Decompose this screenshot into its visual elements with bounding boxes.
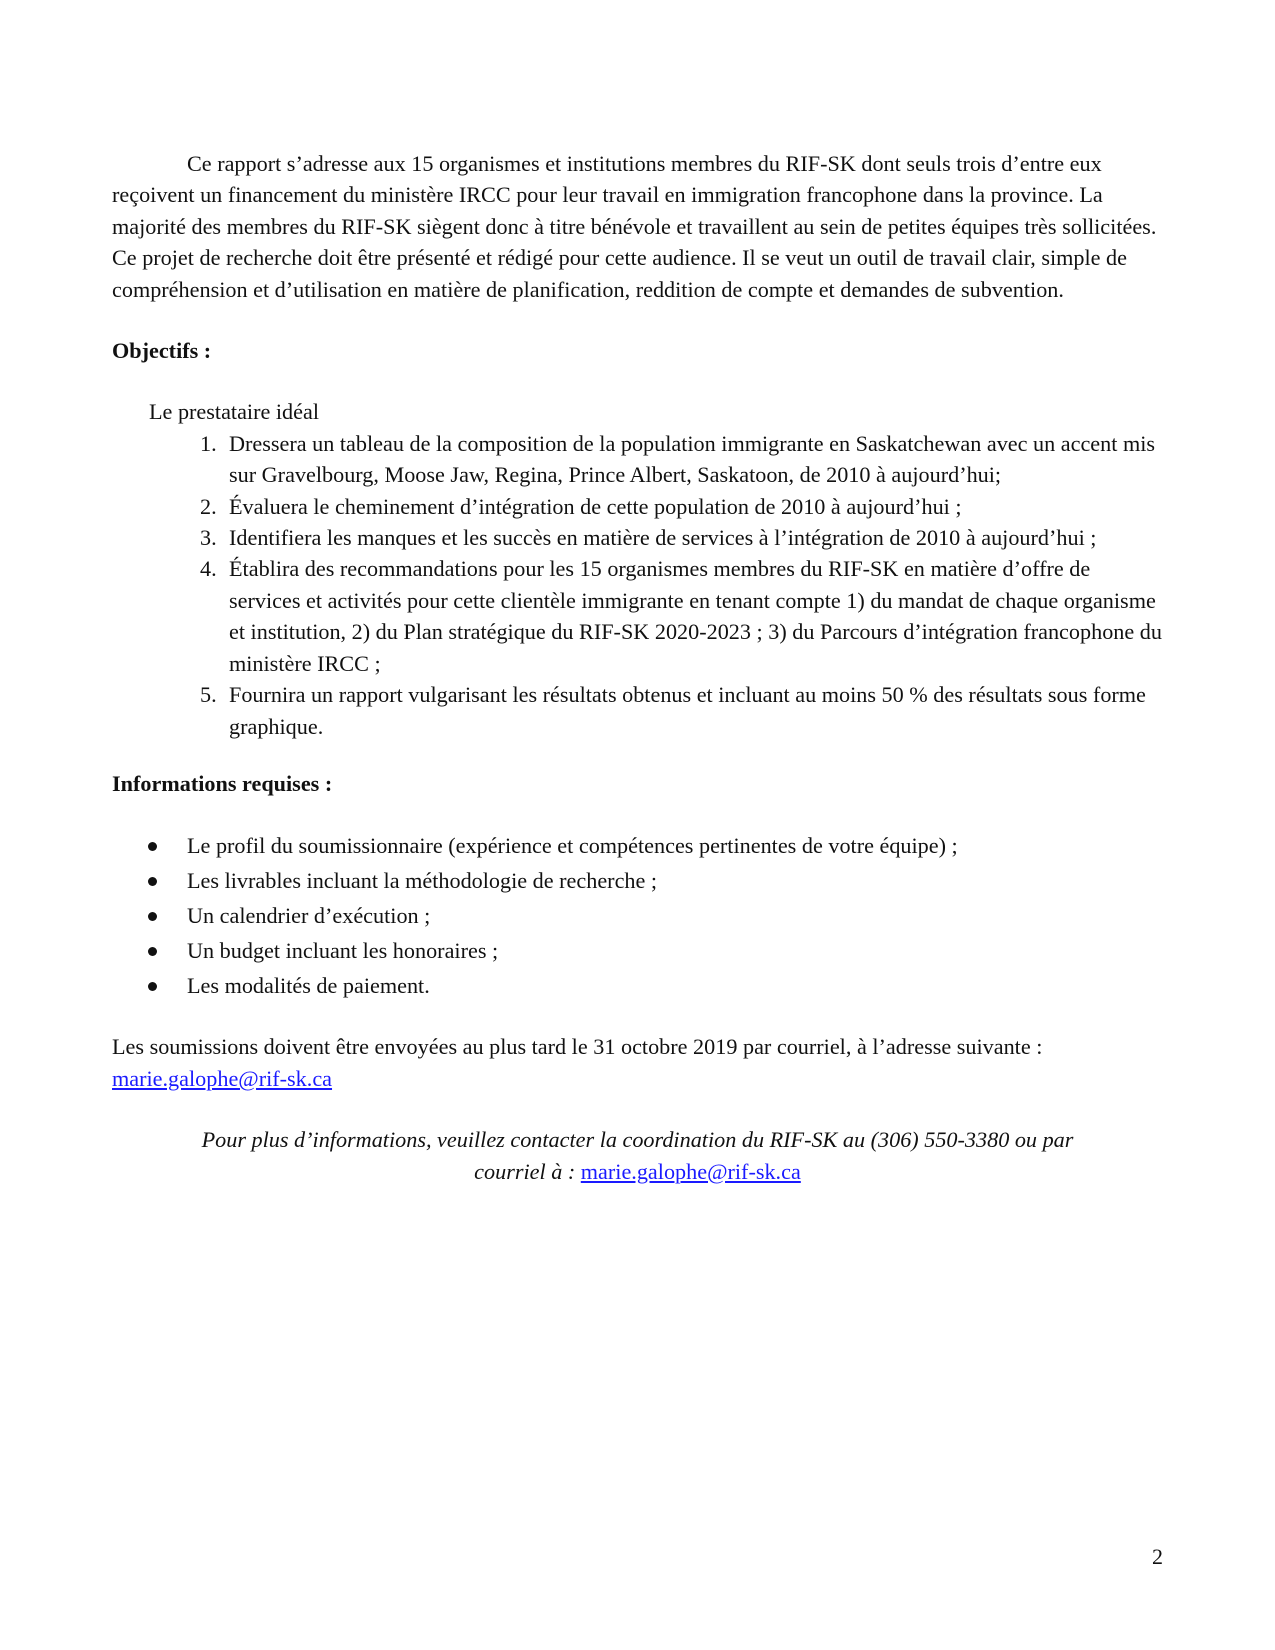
intro-paragraph: Ce rapport s’adresse aux 15 organismes et institutions membres du RIF-SK dont seuls trois d’entre eux reçoivent un financement du ministère IRCC pour leur travail en immigration francophone dans la province. La majorité des membres du RIF-SK siègent donc à titre bénévole et travaillent au sein de petites équipes très sollicitées. Ce projet de recherche doit être présenté et rédigé pour cette audience. Il se veut un outil de travail clair, simple de compréhension et d’utilisation en matière de planification, reddition de compte et demandes de subvention. bbox=[112, 151, 1157, 302]
objectives-list bbox=[112, 428, 1163, 742]
page-number: 2 bbox=[1152, 1544, 1163, 1569]
objective-item-4 bbox=[112, 553, 1163, 679]
required-info-text: Un budget incluant les honoraires ; bbox=[187, 938, 499, 964]
required-info-list bbox=[112, 828, 1163, 1003]
objective-number: 1. bbox=[200, 430, 217, 456]
contact-text-line1: Pour plus d’informations, veuillez contacter la coordination du RIF-SK au (306) 550-3380 ou par bbox=[201, 1127, 1074, 1153]
objective-item-3 bbox=[112, 522, 1163, 553]
objectives-heading: Objectifs : bbox=[112, 338, 212, 364]
objective-item-1 bbox=[112, 428, 1163, 491]
objective-text: Établira des recommandations pour les 15 organismes membres du RIF-SK en matière d’offre de services et activités pour cette clientèle immigrante en tenant compte 1) du mandat de chaque organisme et institution, 2) du Plan stratégique du RIF-SK 2020-2023 ; 3) du Parcours d’intégration francophone du ministère IRCC ; bbox=[229, 556, 1162, 676]
objective-number: 4. bbox=[200, 556, 217, 582]
required-info-item bbox=[112, 933, 1163, 968]
bullet-icon bbox=[148, 877, 157, 886]
objective-number: 2. bbox=[200, 493, 217, 519]
objective-number: 3. bbox=[200, 525, 217, 551]
bullet-icon bbox=[148, 947, 157, 956]
submission-email-link[interactable]: marie.galophe@rif-sk.ca bbox=[112, 1065, 333, 1091]
contact-paragraph bbox=[112, 1124, 1163, 1187]
required-info-item bbox=[112, 898, 1163, 933]
required-info-item bbox=[112, 968, 1163, 1003]
objective-text: Dressera un tableau de la composition de la population immigrante en Saskatchewan avec un accent mis sur Gravelbourg, Moose Jaw, Regina, Prince Albert, Saskatoon, de 2010 à aujourd’hui; bbox=[229, 430, 1156, 488]
required-info-text: Un calendrier d’exécution ; bbox=[187, 903, 431, 929]
required-info-text: Les livrables incluant la méthodologie de recherche ; bbox=[187, 868, 658, 894]
required-info-text: Les modalités de paiement. bbox=[187, 973, 430, 999]
required-info-item bbox=[112, 828, 1163, 863]
objective-number: 5. bbox=[200, 682, 217, 708]
contact-text-line2: courriel à : bbox=[474, 1158, 576, 1184]
required-info-heading: Informations requises : bbox=[112, 770, 333, 796]
submission-paragraph bbox=[112, 1031, 1163, 1094]
objectives-lead: Le prestataire idéal bbox=[149, 399, 320, 425]
objective-text: Identifiera les manques et les succès en matière de services à l’intégration de 2010 à aujourd’hui ; bbox=[229, 525, 1097, 551]
objective-item-2 bbox=[112, 491, 1163, 522]
bullet-icon bbox=[148, 912, 157, 921]
bullet-icon bbox=[148, 982, 157, 991]
objective-text: Fournira un rapport vulgarisant les résultats obtenus et incluant au moins 50 % des résultats sous forme graphique. bbox=[229, 682, 1146, 739]
bullet-icon bbox=[148, 842, 157, 851]
submission-text: Les soumissions doivent être envoyées au plus tard le 31 octobre 2019 par courriel, à l’adresse suivante : bbox=[112, 1034, 1043, 1060]
objective-item-5 bbox=[112, 679, 1163, 742]
required-info-item bbox=[112, 863, 1163, 898]
objective-text: Évaluera le cheminement d’intégration de cette population de 2010 à aujourd’hui ; bbox=[229, 493, 962, 519]
required-info-text: Le profil du soumissionnaire (expérience et compétences pertinentes de votre équipe) ; bbox=[187, 833, 958, 859]
document-page bbox=[112, 148, 1163, 1187]
contact-email-link[interactable]: marie.galophe@rif-sk.ca bbox=[580, 1158, 801, 1184]
